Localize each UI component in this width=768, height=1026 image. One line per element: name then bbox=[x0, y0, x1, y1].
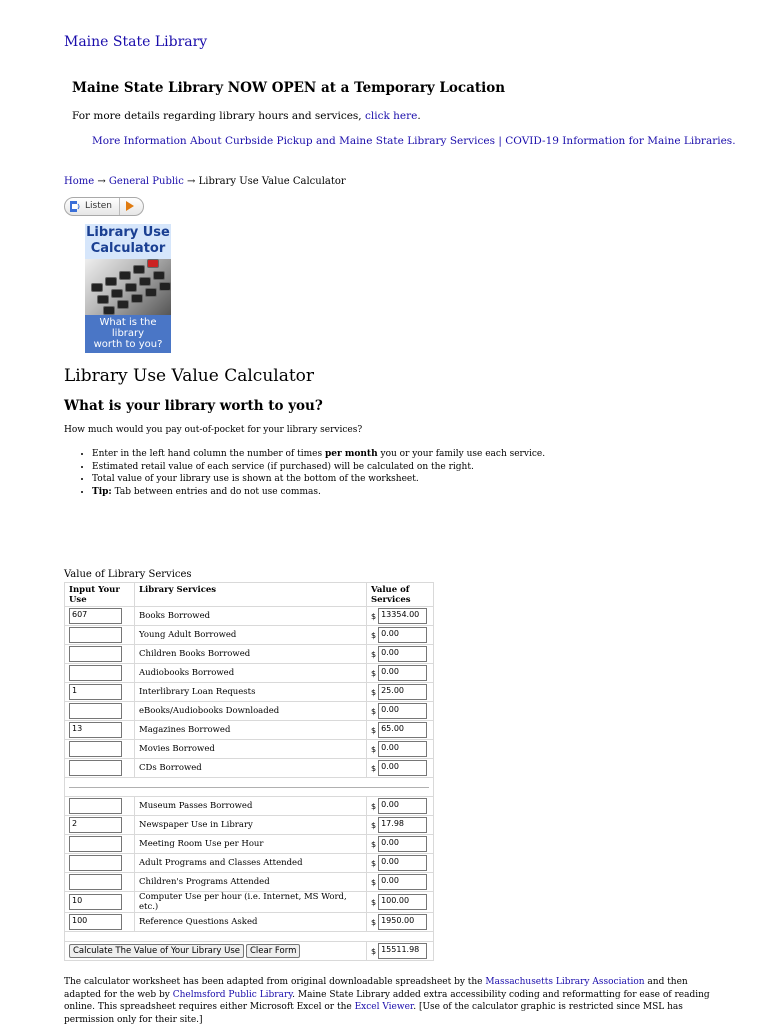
currency-symbol: $ bbox=[371, 611, 377, 621]
footer-text: and then adapted for the web by bbox=[64, 977, 688, 1000]
use-count-input[interactable] bbox=[69, 741, 122, 757]
calculator-image-line: What is the bbox=[99, 317, 157, 328]
spacer-cell bbox=[65, 932, 434, 942]
calculator-key bbox=[147, 259, 159, 268]
service-name: Newspaper Use in Library bbox=[135, 816, 367, 835]
input-cell bbox=[65, 873, 135, 892]
service-value-field: 0.00 bbox=[378, 760, 427, 776]
footer-text: . [Use of the calculator graphic is restricted since MSL has permission only for their site.] bbox=[64, 1002, 683, 1025]
value-cell bbox=[367, 892, 434, 913]
table-row bbox=[65, 835, 434, 854]
calculator-image bbox=[85, 224, 171, 353]
table-row bbox=[65, 759, 434, 778]
service-name: Movies Borrowed bbox=[135, 740, 367, 759]
calculate-button[interactable]: Calculate The Value of Your Library Use bbox=[69, 944, 244, 958]
listen-button[interactable] bbox=[64, 197, 144, 216]
table-row bbox=[65, 797, 434, 816]
spacer-row bbox=[65, 932, 434, 942]
value-cell bbox=[367, 913, 434, 932]
intro-question: How much would you pay out-of-pocket for your library services? bbox=[64, 425, 363, 435]
covid-info-link[interactable]: COVID-19 Information for Maine Libraries. bbox=[505, 135, 736, 147]
calculator-key bbox=[159, 282, 171, 291]
play-icon[interactable] bbox=[126, 201, 134, 211]
separator-cell bbox=[65, 778, 434, 797]
use-count-input[interactable] bbox=[69, 855, 122, 871]
listen-label: Listen bbox=[85, 201, 112, 211]
table-row bbox=[65, 664, 434, 683]
input-cell bbox=[65, 607, 135, 626]
excel-viewer-link[interactable]: Excel Viewer bbox=[354, 1002, 414, 1012]
currency-symbol: $ bbox=[371, 725, 377, 735]
site-title-link[interactable]: Maine State Library bbox=[64, 34, 208, 50]
divider bbox=[69, 787, 429, 788]
use-count-input[interactable] bbox=[69, 703, 122, 719]
calculator-key bbox=[111, 289, 123, 298]
currency-symbol: $ bbox=[371, 897, 377, 907]
value-cell bbox=[367, 721, 434, 740]
calculator-key bbox=[103, 306, 115, 315]
spacer-group bbox=[65, 932, 434, 942]
header-value: Value of Services bbox=[367, 583, 434, 607]
breadcrumb-arrow: → bbox=[183, 176, 199, 187]
use-count-input[interactable] bbox=[69, 665, 122, 681]
instruction-text: Enter in the left hand column the number of times bbox=[92, 449, 325, 459]
instruction-emphasis: per month bbox=[324, 449, 378, 459]
service-value-field: 0.00 bbox=[378, 741, 427, 757]
calculator-key bbox=[133, 265, 145, 274]
table-row bbox=[65, 645, 434, 664]
currency-symbol: $ bbox=[371, 858, 377, 868]
use-count-input[interactable]: 1 bbox=[69, 684, 122, 700]
table-row bbox=[65, 702, 434, 721]
calculator-key bbox=[145, 288, 157, 297]
notice-links bbox=[92, 135, 736, 147]
services-table bbox=[64, 582, 434, 961]
header-input: Input Your Use bbox=[65, 583, 135, 607]
service-name: Books Borrowed bbox=[135, 607, 367, 626]
use-count-input[interactable] bbox=[69, 646, 122, 662]
value-cell bbox=[367, 740, 434, 759]
input-cell bbox=[65, 721, 135, 740]
calculator-image-line: Calculator bbox=[90, 241, 166, 256]
curbside-info-link[interactable]: More Information About Curbside Pickup and Maine State Library Services bbox=[92, 135, 496, 147]
table-row bbox=[65, 721, 434, 740]
footer-text: The calculator worksheet has been adapted from original downloadable spreadsheet by the bbox=[64, 977, 486, 987]
service-value-field: 0.00 bbox=[378, 855, 427, 871]
value-cell bbox=[367, 607, 434, 626]
services-group-a bbox=[65, 607, 434, 778]
table-row bbox=[65, 816, 434, 835]
notice-period: . bbox=[417, 110, 421, 122]
value-cell bbox=[367, 873, 434, 892]
service-value-field: 25.00 bbox=[378, 684, 427, 700]
service-value-field: 0.00 bbox=[378, 874, 427, 890]
currency-symbol: $ bbox=[371, 877, 377, 887]
table-row bbox=[65, 873, 434, 892]
service-value-field: 100.00 bbox=[378, 894, 427, 910]
service-name: Meeting Room Use per Hour bbox=[135, 835, 367, 854]
instruction-item bbox=[92, 486, 545, 499]
calculator-key bbox=[131, 294, 143, 303]
calculator-key bbox=[105, 277, 117, 286]
table-row bbox=[65, 854, 434, 873]
table-caption: Value of Library Services bbox=[64, 569, 192, 580]
service-value-field: 1950.00 bbox=[378, 914, 427, 930]
calculator-key bbox=[125, 283, 137, 292]
form-buttons-cell bbox=[65, 942, 367, 961]
service-name: Children Books Borrowed bbox=[135, 645, 367, 664]
use-count-input[interactable] bbox=[69, 874, 122, 890]
footer-text: . Maine State Library added extra accessibility coding and reformatting for ease of reading online. This spreadsheet requires either Microsoft Excel or the bbox=[64, 989, 710, 1012]
total-cell bbox=[367, 942, 434, 961]
value-cell bbox=[367, 683, 434, 702]
breadcrumb-current: Library Use Value Calculator bbox=[198, 176, 346, 187]
input-cell bbox=[65, 683, 135, 702]
value-cell bbox=[367, 854, 434, 873]
total-value-field: 15511.98 bbox=[378, 943, 427, 959]
use-count-input[interactable]: 100 bbox=[69, 914, 122, 930]
input-cell bbox=[65, 816, 135, 835]
table-row bbox=[65, 892, 434, 913]
instruction-item bbox=[92, 448, 545, 461]
currency-symbol: $ bbox=[371, 668, 377, 678]
service-name: Computer Use per hour (i.e. Internet, MS Word, etc.) bbox=[135, 892, 367, 913]
service-value-field: 0.00 bbox=[378, 627, 427, 643]
currency-symbol: $ bbox=[371, 946, 377, 956]
value-cell bbox=[367, 797, 434, 816]
calculator-image-line: Library Use bbox=[86, 225, 170, 240]
use-count-input[interactable] bbox=[69, 627, 122, 643]
clear-form-button[interactable]: Clear Form bbox=[246, 944, 300, 958]
currency-symbol: $ bbox=[371, 763, 377, 773]
value-cell bbox=[367, 816, 434, 835]
use-count-input[interactable]: 10 bbox=[69, 894, 122, 910]
use-count-input[interactable]: 13 bbox=[69, 722, 122, 738]
calculator-key bbox=[119, 271, 131, 280]
input-cell bbox=[65, 759, 135, 778]
use-count-input[interactable]: 607 bbox=[69, 608, 122, 624]
currency-symbol: $ bbox=[371, 687, 377, 697]
currency-symbol: $ bbox=[371, 649, 377, 659]
listen-divider bbox=[119, 198, 120, 215]
calculator-key bbox=[139, 277, 151, 286]
input-cell bbox=[65, 913, 135, 932]
service-value-field: 0.00 bbox=[378, 703, 427, 719]
notice-link-separator: | bbox=[495, 135, 506, 147]
instruction-text: you or your family use each service. bbox=[377, 449, 546, 459]
instruction-item: • Total value of your library use is shown at the bottom of the worksheet. bbox=[92, 473, 545, 486]
currency-symbol: $ bbox=[371, 706, 377, 716]
click-here-link[interactable]: click here bbox=[364, 110, 418, 122]
use-count-input[interactable] bbox=[69, 836, 122, 852]
instructions-list bbox=[80, 448, 545, 498]
value-cell bbox=[367, 645, 434, 664]
service-name: Audiobooks Borrowed bbox=[135, 664, 367, 683]
table-row bbox=[65, 683, 434, 702]
table-row bbox=[65, 740, 434, 759]
calculator-key bbox=[153, 271, 165, 280]
table-row bbox=[65, 626, 434, 645]
input-cell bbox=[65, 626, 135, 645]
value-cell bbox=[367, 702, 434, 721]
table-header-row bbox=[65, 583, 434, 607]
currency-symbol: $ bbox=[371, 839, 377, 849]
input-cell bbox=[65, 892, 135, 913]
service-value-field: 65.00 bbox=[378, 722, 427, 738]
table-row bbox=[65, 607, 434, 626]
page-subtitle: What is your library worth to you? bbox=[64, 398, 323, 414]
instruction-text: Tab between entries and do not use commas. bbox=[111, 486, 321, 497]
breadcrumb-general-public-link[interactable]: General Public bbox=[108, 176, 184, 187]
calculator-image-heading bbox=[85, 224, 171, 259]
service-name: Young Adult Borrowed bbox=[135, 626, 367, 645]
value-cell bbox=[367, 759, 434, 778]
breadcrumb bbox=[64, 176, 346, 187]
use-count-input[interactable] bbox=[69, 798, 122, 814]
service-name: Children's Programs Attended bbox=[135, 873, 367, 892]
use-count-input[interactable] bbox=[69, 760, 122, 776]
instruction-emphasis: Tip: bbox=[92, 486, 112, 497]
footer-credits bbox=[64, 976, 714, 1026]
table-row bbox=[65, 913, 434, 932]
service-name: Interlibrary Loan Requests bbox=[135, 683, 367, 702]
calculator-image-caption bbox=[85, 315, 171, 353]
breadcrumb-home-link[interactable]: Home bbox=[64, 176, 95, 187]
service-name: Magazines Borrowed bbox=[135, 721, 367, 740]
input-cell bbox=[65, 664, 135, 683]
currency-symbol: $ bbox=[371, 820, 377, 830]
page-title: Library Use Value Calculator bbox=[64, 366, 315, 386]
value-cell bbox=[367, 664, 434, 683]
notice-text bbox=[72, 110, 421, 122]
currency-symbol: $ bbox=[371, 801, 377, 811]
use-count-input[interactable]: 2 bbox=[69, 817, 122, 833]
currency-symbol: $ bbox=[371, 744, 377, 754]
separator-row bbox=[65, 778, 434, 797]
totals-group bbox=[65, 942, 434, 961]
input-cell bbox=[65, 740, 135, 759]
mla-link[interactable]: Massachusetts Library Association bbox=[485, 977, 645, 987]
input-cell bbox=[65, 702, 135, 721]
value-cell bbox=[367, 626, 434, 645]
value-cell bbox=[367, 835, 434, 854]
input-cell bbox=[65, 835, 135, 854]
header-service: Library Services bbox=[135, 583, 367, 607]
input-cell bbox=[65, 797, 135, 816]
currency-symbol: $ bbox=[371, 630, 377, 640]
chelmsford-link[interactable]: Chelmsford Public Library bbox=[172, 989, 293, 1000]
service-name: Reference Questions Asked bbox=[135, 913, 367, 932]
breadcrumb-arrow: → bbox=[94, 176, 109, 187]
service-name: Adult Programs and Classes Attended bbox=[135, 854, 367, 873]
service-value-field: 0.00 bbox=[378, 798, 427, 814]
input-cell bbox=[65, 645, 135, 664]
calculator-image-line: library bbox=[111, 328, 145, 339]
totals-row bbox=[65, 942, 434, 961]
notice-title: Maine State Library NOW OPEN at a Temporary Location bbox=[72, 80, 506, 96]
service-value-field: 17.98 bbox=[378, 817, 427, 833]
calculator-key bbox=[97, 295, 109, 304]
calculator-image-line: worth to you? bbox=[93, 339, 163, 350]
calculator-key bbox=[117, 300, 129, 309]
service-value-field: 0.00 bbox=[378, 836, 427, 852]
input-cell bbox=[65, 854, 135, 873]
group-separator bbox=[65, 778, 434, 797]
service-name: CDs Borrowed bbox=[135, 759, 367, 778]
services-group-b bbox=[65, 797, 434, 932]
speaker-icon bbox=[70, 201, 80, 212]
service-name: Museum Passes Borrowed bbox=[135, 797, 367, 816]
instruction-item: • Estimated retail value of each service (if purchased) will be calculated on the right. bbox=[92, 461, 545, 474]
calculator-keys-photo bbox=[85, 259, 171, 315]
currency-symbol: $ bbox=[371, 917, 377, 927]
service-name: eBooks/Audiobooks Downloaded bbox=[135, 702, 367, 721]
service-value-field: 0.00 bbox=[378, 646, 427, 662]
calculator-key bbox=[91, 283, 103, 292]
service-value-field: 0.00 bbox=[378, 665, 427, 681]
notice-text-body: For more details regarding library hours and services, bbox=[72, 110, 365, 122]
service-value-field: 13354.00 bbox=[378, 608, 427, 624]
